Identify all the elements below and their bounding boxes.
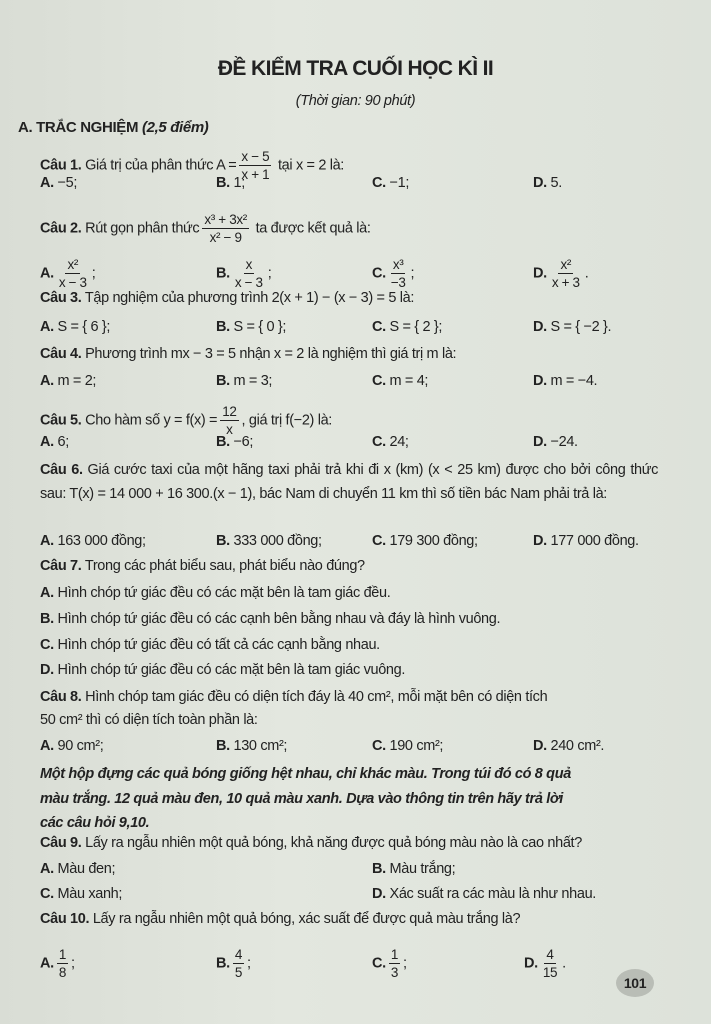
question-number: Câu 6.	[40, 462, 83, 478]
punctuation: ;	[91, 265, 96, 282]
question-text: tại x = 2 là:	[278, 157, 344, 174]
option-text: S = { 6 };	[57, 319, 111, 335]
question-number: Câu 2.	[40, 220, 82, 237]
denominator: 15	[542, 965, 558, 980]
option-d[interactable]	[533, 532, 639, 550]
question-5	[40, 403, 332, 438]
option-c[interactable]	[372, 532, 478, 550]
option-label: D.	[533, 319, 547, 335]
denominator: 8	[58, 965, 66, 980]
option-text: S = { 0 };	[233, 319, 287, 335]
option-c[interactable]	[40, 636, 380, 654]
question-number: Câu 4.	[40, 346, 82, 362]
option-text: −6;	[233, 434, 254, 450]
option-label: D.	[533, 373, 547, 389]
option-label: B.	[40, 611, 54, 627]
numerator: x²	[67, 257, 79, 272]
option-label: C.	[40, 886, 54, 902]
option-b[interactable]	[216, 433, 253, 451]
option-text: m = 4;	[389, 373, 429, 389]
question-9	[40, 834, 582, 852]
question-7	[40, 557, 365, 575]
question-number: Câu 10.	[40, 911, 90, 927]
option-a[interactable]	[40, 256, 95, 291]
denominator: x	[226, 422, 233, 437]
option-b[interactable]	[216, 532, 322, 550]
option-text: 5.	[550, 175, 562, 191]
option-text: 333 000 đồng;	[233, 533, 322, 549]
option-c[interactable]	[40, 885, 122, 903]
exam-duration: (Thời gian: 90 phút)	[295, 93, 416, 109]
fraction	[233, 256, 265, 291]
denominator: x − 3	[58, 275, 87, 290]
option-a[interactable]	[40, 532, 146, 550]
denominator: 3	[390, 965, 398, 980]
punctuation: ;	[70, 955, 75, 972]
option-text: −1;	[389, 175, 410, 191]
page-number: 101	[616, 969, 654, 997]
option-text: 179 300 đồng;	[389, 533, 478, 549]
numerator: 4	[234, 947, 242, 962]
option-label: C.	[372, 319, 386, 335]
question-8-cont: 50 cm² thì có diện tích toàn phần là:	[40, 712, 258, 728]
fraction	[389, 946, 400, 981]
option-label: D.	[533, 265, 547, 282]
option-label: D.	[533, 175, 547, 191]
question-2	[40, 211, 371, 246]
page-title: ĐỀ KIỂM TRA CUỐI HỌC KÌ II	[217, 57, 494, 80]
question-text: Hình chóp tam giác đều có diện tích đáy là 40 cm², mỗi mặt bên có diện tích	[85, 689, 548, 705]
question-text: Tập nghiệm của phương trình 2(x + 1) − (x − 3) = 5 là:	[84, 290, 415, 306]
fraction	[389, 256, 408, 291]
question-text: Giá cước taxi của một hãng taxi phải trả khi đi x (km) (x < 25 km) được cho bởi công thức sau: T(x) = 14 000 + 16 300.(x − 1), bác Nam di chuyển 11 km thì số tiền bác Nam phải trả là:	[40, 462, 658, 502]
option-a[interactable]	[40, 372, 96, 390]
option-text: m = −4.	[550, 373, 598, 389]
option-d[interactable]	[533, 318, 611, 336]
fraction	[57, 946, 68, 981]
context-line-1: Một hộp đựng các quả bóng giống hệt nhau, chỉ khác màu. Trong túi đó có 8 quả	[40, 766, 571, 782]
option-label: C.	[40, 637, 54, 653]
numerator: 1	[390, 947, 398, 962]
option-text: S = { −2 }.	[550, 319, 612, 335]
option-b[interactable]	[216, 737, 287, 755]
option-text: −24.	[550, 434, 578, 450]
denominator: x + 1	[241, 167, 270, 182]
option-label: D.	[40, 662, 54, 678]
option-c[interactable]	[372, 946, 407, 981]
option-a[interactable]	[40, 318, 110, 336]
question-text: Phương trình mx − 3 = 5 nhận x = 2 là nghiệm thì giá trị m là:	[85, 346, 457, 362]
option-text: 6;	[57, 434, 69, 450]
option-text: S = { 2 };	[389, 319, 443, 335]
option-text: m = 3;	[233, 373, 273, 389]
option-label: D.	[533, 533, 547, 549]
option-b[interactable]	[216, 318, 286, 336]
denominator: x − 3	[234, 275, 263, 290]
question-text: Lấy ra ngẫu nhiên một quả bóng, khả năng được quả bóng màu nào là cao nhất?	[85, 835, 582, 851]
numerator: x	[245, 257, 252, 272]
option-label: A.	[40, 533, 54, 549]
option-label: B.	[372, 861, 386, 877]
fraction	[550, 256, 582, 291]
option-label: C.	[372, 265, 386, 282]
fraction	[57, 256, 89, 291]
option-d[interactable]	[533, 372, 597, 390]
option-a[interactable]	[40, 737, 103, 755]
option-label: A.	[40, 319, 54, 335]
option-text: 24;	[389, 434, 409, 450]
option-label: B.	[216, 175, 230, 191]
option-label: D.	[524, 955, 538, 972]
context-line-3: các câu hỏi 9,10.	[40, 815, 150, 831]
section-heading	[18, 119, 208, 137]
option-label: B.	[216, 373, 230, 389]
option-label: D.	[533, 434, 547, 450]
punctuation: ;	[410, 265, 415, 282]
question-8	[40, 688, 547, 706]
option-text: 163 000 đồng;	[57, 533, 146, 549]
option-a[interactable]	[40, 584, 390, 602]
option-c[interactable]	[372, 737, 443, 755]
option-label: D.	[372, 886, 386, 902]
question-text: , giá trị f(−2) là:	[241, 412, 332, 429]
numerator: 1	[58, 947, 66, 962]
fraction	[541, 946, 559, 981]
option-label: C.	[372, 738, 386, 754]
numerator: 4	[546, 947, 554, 962]
question-text: Cho hàm số y = f(x) =	[85, 412, 218, 429]
punctuation: .	[562, 955, 566, 972]
option-label: A.	[40, 434, 54, 450]
option-text: 130 cm²;	[233, 738, 288, 754]
option-label: B.	[216, 319, 230, 335]
question-6	[40, 458, 658, 506]
numerator: x³ + 3x²	[204, 212, 247, 227]
option-c[interactable]	[372, 174, 409, 192]
punctuation: ;	[267, 265, 272, 282]
denominator: 5	[234, 965, 242, 980]
option-label: B.	[216, 533, 230, 549]
option-text: 177 000 đồng.	[550, 533, 639, 549]
option-text: m = 2;	[57, 373, 97, 389]
question-number: Câu 7.	[40, 558, 82, 574]
option-b[interactable]	[372, 860, 455, 878]
context-line-2: màu trắng. 12 quả màu đen, 10 quả màu xanh. Dựa vào thông tin trên hãy trả lời	[40, 791, 563, 807]
option-d[interactable]	[533, 737, 604, 755]
option-a[interactable]	[40, 433, 69, 451]
option-text: Màu xanh;	[57, 886, 123, 902]
option-text: −5;	[57, 175, 78, 191]
option-b[interactable]	[40, 610, 500, 628]
option-a[interactable]	[40, 174, 77, 192]
option-c[interactable]	[372, 372, 428, 390]
question-text: Trong các phát biểu sau, phát biểu nào đúng?	[84, 558, 365, 574]
option-c[interactable]	[372, 433, 409, 451]
punctuation: ;	[402, 955, 407, 972]
option-label: A.	[40, 175, 54, 191]
option-b[interactable]	[216, 256, 271, 291]
denominator: −3	[390, 275, 406, 290]
option-text: Hình chóp tứ giác đều có các mặt bên là tam giác đều.	[57, 585, 391, 601]
option-text: Xác suất ra các màu là như nhau.	[389, 886, 596, 902]
option-a[interactable]	[40, 860, 115, 878]
question-3	[40, 289, 414, 307]
denominator: x² − 9	[209, 230, 242, 245]
option-d[interactable]	[533, 256, 588, 291]
option-c[interactable]	[372, 318, 442, 336]
numerator: x³	[392, 257, 404, 272]
option-text: 1;	[233, 175, 245, 191]
option-text: Màu trắng;	[389, 861, 456, 877]
option-text: 90 cm²;	[57, 738, 104, 754]
question-text: Giá trị của phân thức A =	[85, 157, 237, 174]
question-number: Câu 5.	[40, 412, 82, 429]
denominator: x + 3	[551, 275, 580, 290]
option-label: C.	[372, 434, 386, 450]
option-d[interactable]	[533, 174, 562, 192]
option-a[interactable]	[40, 946, 75, 981]
fraction	[233, 946, 244, 981]
option-text: Hình chóp tứ giác đều có các mặt bên là tam giác vuông.	[57, 662, 406, 678]
option-label: C.	[372, 533, 386, 549]
question-number: Câu 8.	[40, 689, 82, 705]
section-label: A. TRẮC NGHIỆM	[18, 119, 139, 136]
punctuation: ;	[246, 955, 251, 972]
option-label: A.	[40, 955, 54, 972]
option-label: A.	[40, 738, 54, 754]
question-number: Câu 3.	[40, 290, 82, 306]
option-b[interactable]	[216, 946, 251, 981]
question-1	[40, 148, 344, 183]
option-label: C.	[372, 955, 386, 972]
option-b[interactable]	[216, 372, 272, 390]
numerator: 12	[222, 404, 237, 419]
option-label: A.	[40, 265, 54, 282]
question-10	[40, 910, 520, 928]
option-label: A.	[40, 585, 54, 601]
option-label: C.	[372, 373, 386, 389]
question-text: Lấy ra ngẫu nhiên một quả bóng, xác suất để được quả màu trắng là?	[92, 911, 521, 927]
question-4	[40, 345, 456, 363]
option-d[interactable]	[524, 946, 566, 981]
punctuation: .	[584, 265, 589, 282]
option-label: D.	[533, 738, 547, 754]
numerator: x²	[560, 257, 572, 272]
question-text: ta được kết quả là:	[255, 220, 371, 237]
numerator: x − 5	[241, 149, 270, 164]
option-label: A.	[40, 373, 54, 389]
option-label: B.	[216, 738, 230, 754]
question-number: Câu 1.	[40, 157, 82, 174]
option-label: C.	[372, 175, 386, 191]
option-d[interactable]	[533, 433, 578, 451]
option-text: 240 cm².	[550, 738, 605, 754]
option-label: A.	[40, 861, 54, 877]
option-d[interactable]	[372, 885, 596, 903]
section-points: (2,5 điểm)	[141, 119, 209, 136]
fraction	[202, 211, 249, 246]
option-text: Hình chóp tứ giác đều có các cạnh bên bằng nhau và đáy là hình vuông.	[57, 611, 501, 627]
option-text: Màu đen;	[57, 861, 116, 877]
question-text: Rút gọn phân thức	[85, 220, 200, 237]
option-label: B.	[216, 434, 230, 450]
question-number: Câu 9.	[40, 835, 82, 851]
option-b[interactable]	[216, 174, 245, 192]
option-d[interactable]	[40, 661, 405, 679]
option-c[interactable]	[372, 256, 414, 291]
option-label: B.	[216, 265, 230, 282]
option-label: B.	[216, 955, 230, 972]
option-text: Hình chóp tứ giác đều có tất cả các cạnh bằng nhau.	[57, 637, 380, 653]
option-text: 190 cm²;	[389, 738, 444, 754]
